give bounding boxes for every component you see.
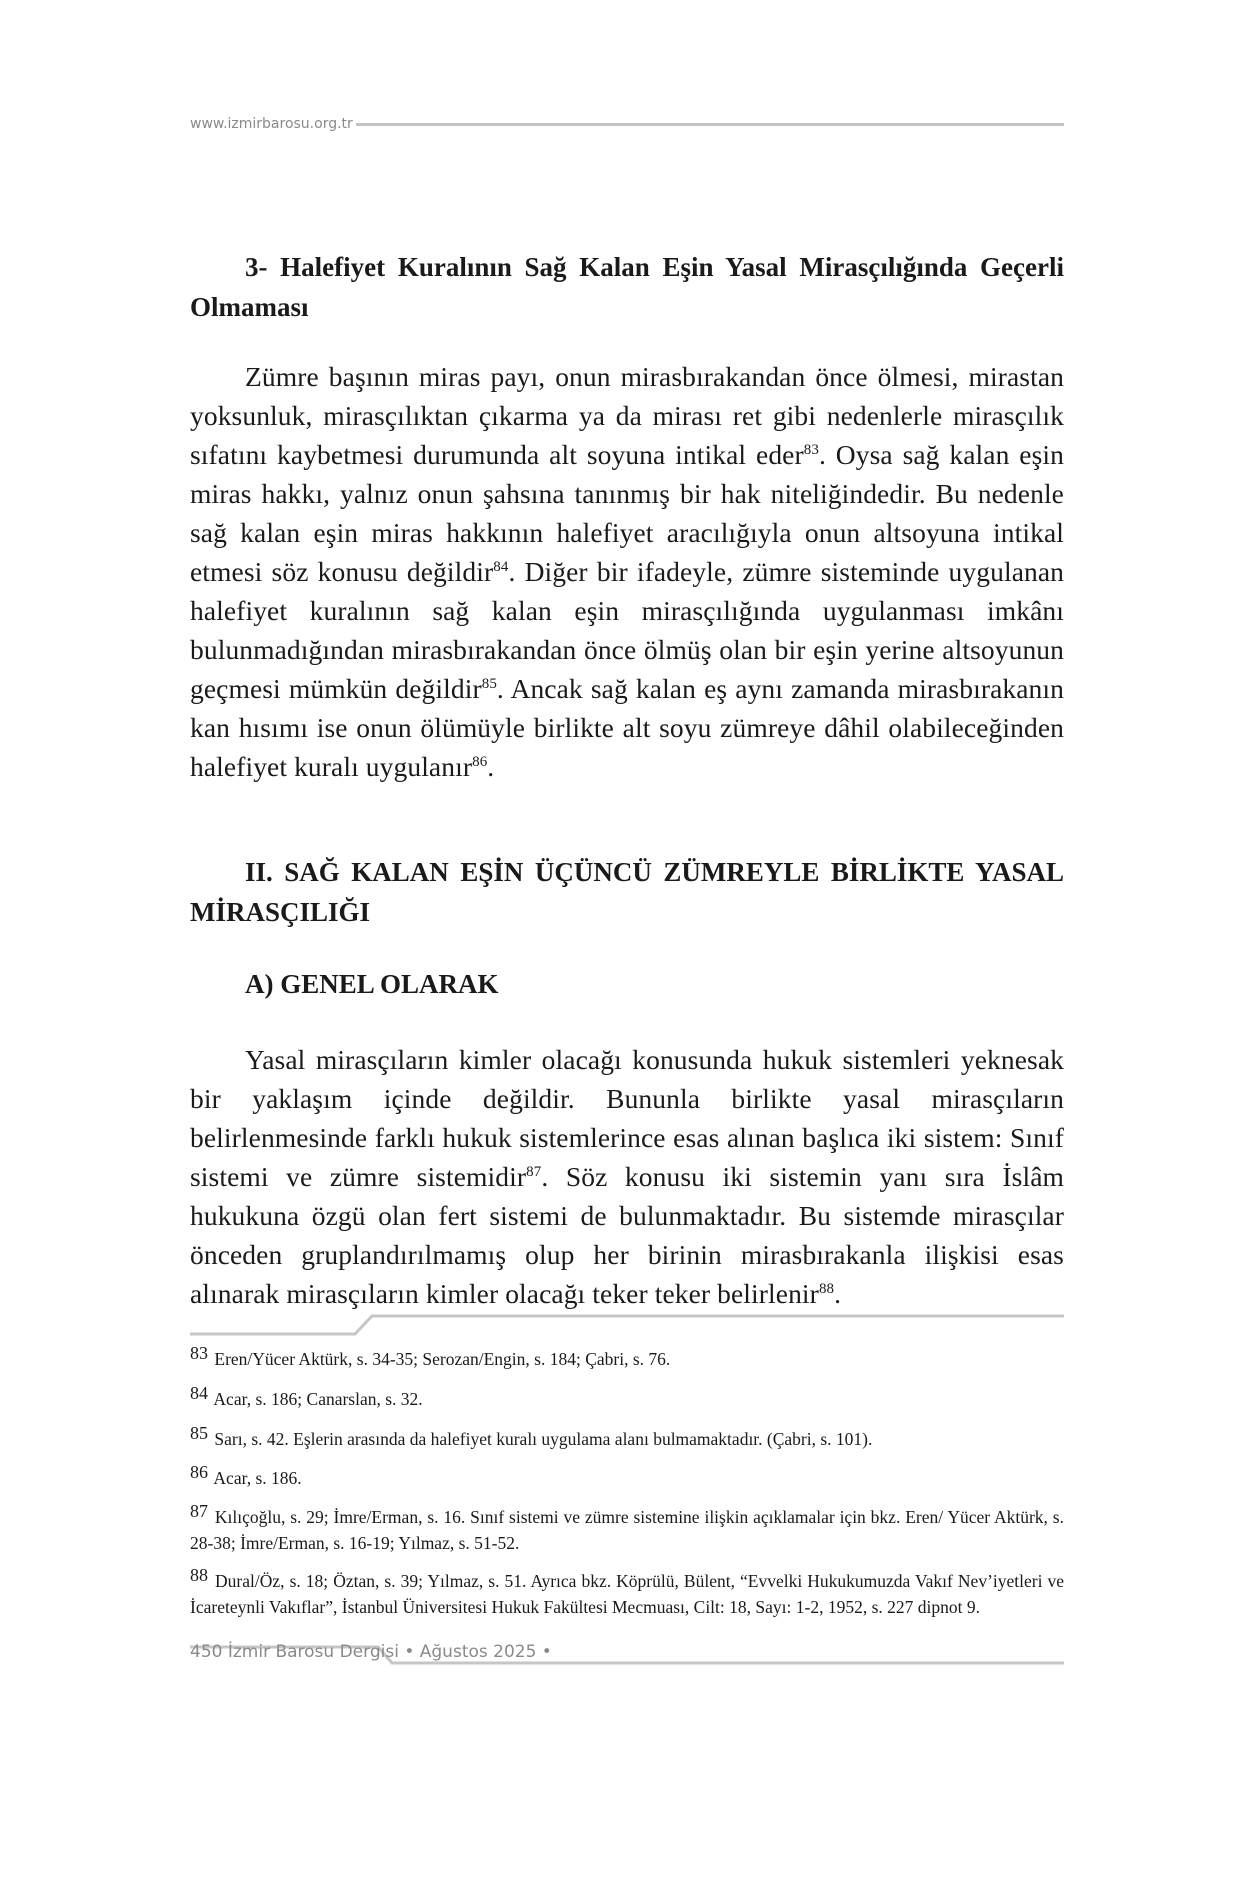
footnote-text: Sarı, s. 42. Eşlerin arasında da halefiyet kuralı uygulama alanı bulmamaktadır. (Çabri, s. 101). <box>214 1429 873 1449</box>
section-ii-heading: II. SAĞ KALAN EŞİN ÜÇÜNCÜ ZÜMREYLE BİRLİKTE YASAL MİRASÇILIĞI <box>190 857 1064 927</box>
footnote-ref[interactable]: 87 <box>526 1163 542 1180</box>
footnote-88 <box>190 1562 1064 1620</box>
footnote-ref[interactable]: 86 <box>472 753 488 770</box>
footnote-number: 86 <box>190 1462 208 1482</box>
paragraph-text: . <box>487 751 495 782</box>
footnote-86 <box>190 1459 1064 1491</box>
footnote-87 <box>190 1498 1064 1556</box>
footnote-separator <box>190 1312 1064 1338</box>
footnote-ref[interactable]: 83 <box>803 441 819 458</box>
footnote-83 <box>190 1340 1064 1372</box>
footnote-text: Kılıçoğlu, s. 29; İmre/Erman, s. 16. Sınıf sistemi ve zümre sistemine ilişkin açıklamalar için bkz. Eren/ Yücer Aktürk, s. 28-38; İmre/Erman, s. 16-19; Yılmaz, s. 51-52. <box>190 1507 1064 1553</box>
footnote-text: Acar, s. 186. <box>213 1468 302 1488</box>
footnote-85 <box>190 1420 1064 1452</box>
page-header <box>190 112 1064 136</box>
paragraph-text: . Oysa sağ kalan eşin miras hakkı, yalnız onun şahsına tanınmış bir hak niteliğindedir. Bu nedenle sağ kalan eşin miras hakkının halefiyet aracılığıyla onun altsoyuna intikal etmesi söz konusu değildir <box>190 439 1065 587</box>
footnote-text: Dural/Öz, s. 18; Öztan, s. 39; Yılmaz, s. 51. Ayrıca bkz. Köprülü, Bülent, “Evvelki Hukukumuzda Vakıf Nev’iyetleri ve İcareteynli Vakıflar”, İstanbul Üniversitesi Hukuk Fakültesi Mecmuası, Cilt: 18, Sayı: 1-2, 1952, s. 227 dipnot 9. <box>190 1571 1065 1617</box>
paragraph-text: . Ancak sağ kalan eş aynı zamanda mirasbırakanın kan hısımı ise onun ölümüyle birlikte alt soyu zümreye dâhil olabileceğinden halefiyet kuralı uygulanır <box>190 673 1064 782</box>
footnote-text: Eren/Yücer Aktürk, s. 34-35; Serozan/Engin, s. 184; Çabri, s. 76. <box>214 1349 671 1369</box>
header-url: www.izmirbarosu.org.tr <box>190 116 353 132</box>
paragraph-text: . Diğer bir ifadeyle, zümre sisteminde uygulanan halefiyet kuralının sağ kalan eşin mirasçılığında uygulanması imkânı bulunmadığından mirasbırakandan önce ölmüş olan bir eşin yerine altsoyunun geçmesi mümkün değildir <box>190 556 1064 704</box>
paragraph-text: Yasal mirasçıların kimler olacağı konusunda hukuk sistemleri yeknesak bir yaklaşım içinde değildir. Bununla birlikte yasal mirasçıların belirlenmesinde farklı hukuk sistemlerince esas alınan başlıca iki sistem: Sınıf sistemi ve zümre sistemidir <box>190 1044 1064 1192</box>
footnote-number: 88 <box>190 1565 208 1585</box>
footnote-ref[interactable]: 84 <box>493 558 509 575</box>
page-footer: 450 İzmir Barosu Dergisi • Ağustos 2025 • <box>190 1642 552 1662</box>
subsection-a-heading: A) GENEL OLARAK <box>245 969 499 999</box>
paragraph-2 <box>190 1040 1064 1313</box>
header-rule <box>356 123 1064 126</box>
footnote-text: Acar, s. 186; Canarslan, s. 32. <box>213 1389 423 1409</box>
footnote-84 <box>190 1380 1064 1412</box>
paragraph-text: . <box>834 1278 842 1309</box>
paragraph-text: Zümre başının miras payı, onun mirasbırakandan önce ölmesi, mirastan yoksunluk, mirasçılıktan çıkarma ya da mirası ret gibi nedenlerle mirasçılık sıfatını kaybetmesi durumunda alt soyuna intikal eder <box>190 361 1064 470</box>
footnote-number: 84 <box>190 1383 208 1403</box>
paragraph-1 <box>190 357 1064 786</box>
section-3-heading: 3- Halefiyet Kuralının Sağ Kalan Eşin Yasal Mirasçılığında Geçerli Olmaması <box>190 252 1064 322</box>
footnote-number: 83 <box>190 1343 208 1363</box>
footnote-number: 87 <box>190 1501 208 1521</box>
footnote-ref[interactable]: 88 <box>818 1280 835 1297</box>
paragraph-text: . Söz konusu iki sistemin yanı sıra İslâm hukukuna özgü olan fert sistemi de bulunmaktadır. Bu sistemde mirasçılar önceden gruplandırılmamış olup her birinin mirasbırakanla ilişkisi esas alınarak mirasçıların kimler olacağı teker teker belirlenir <box>190 1161 1064 1309</box>
footnote-number: 85 <box>190 1423 208 1443</box>
footnote-ref[interactable]: 85 <box>481 675 497 692</box>
